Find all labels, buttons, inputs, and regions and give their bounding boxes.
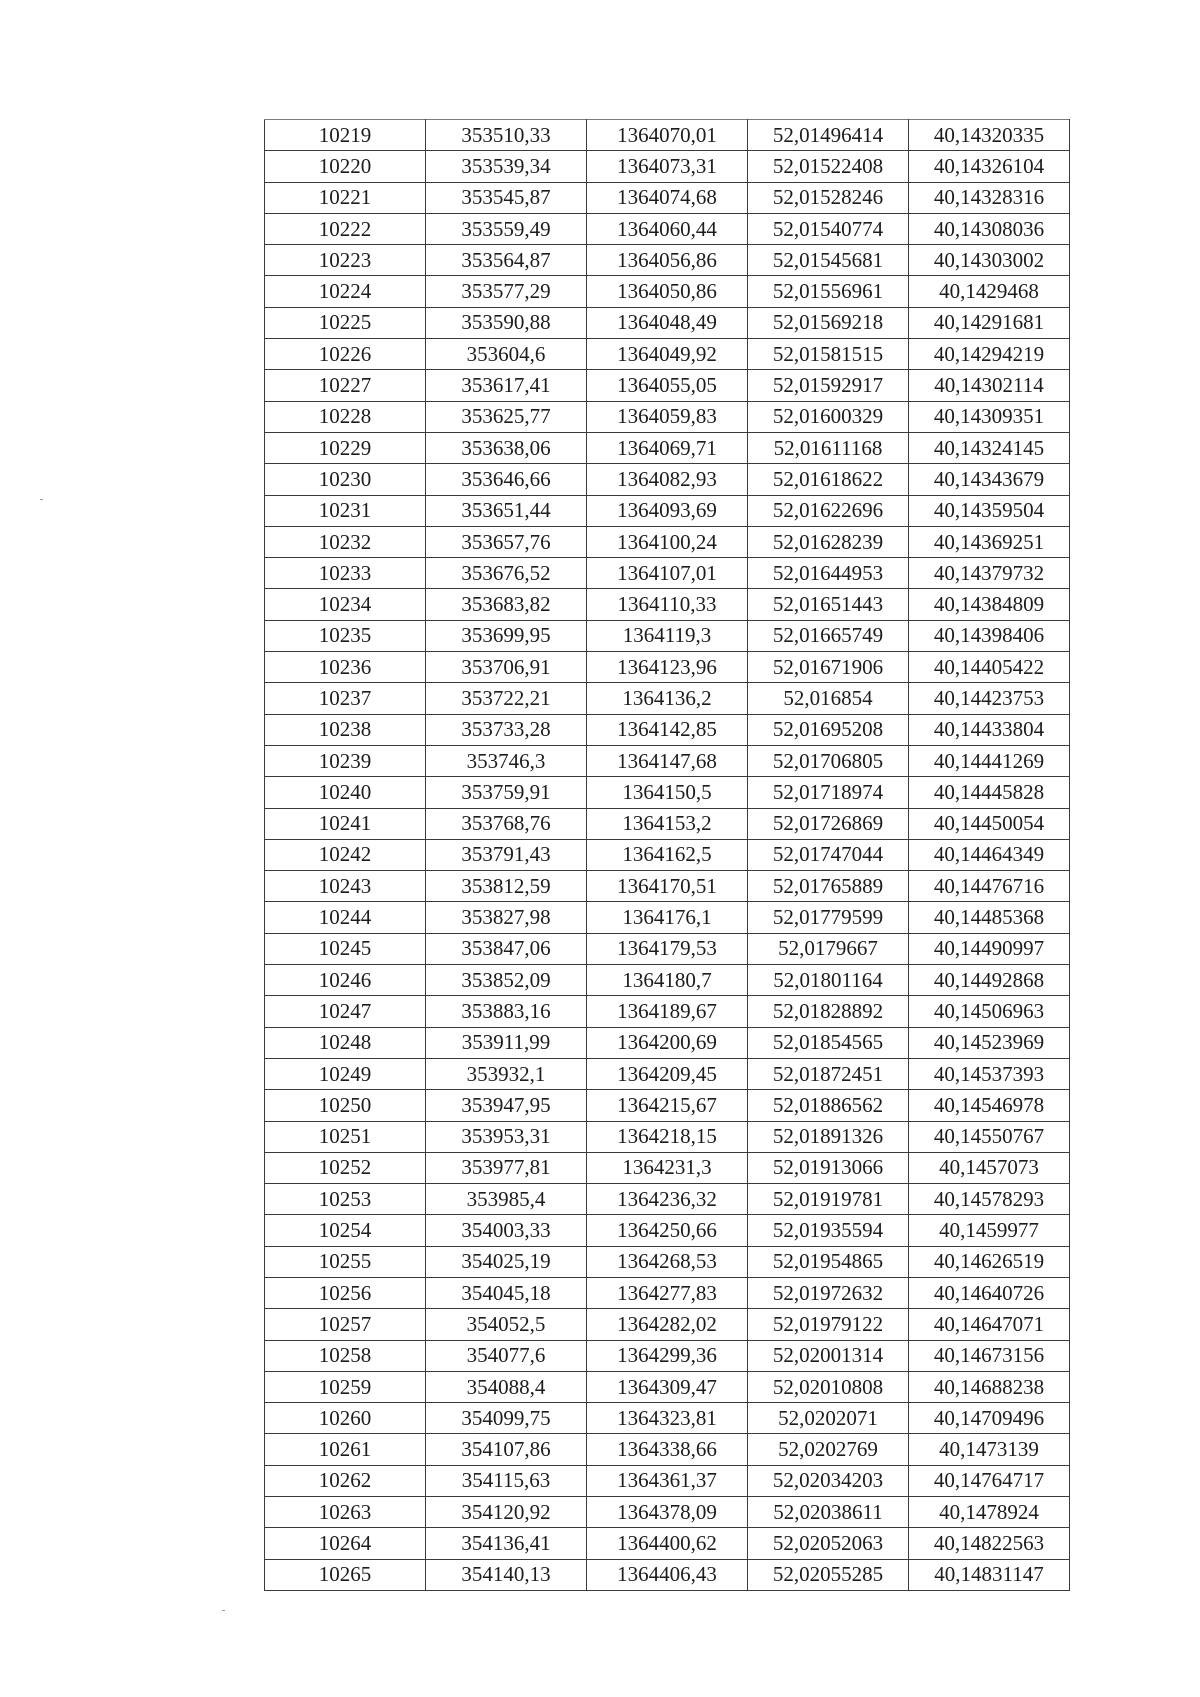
latitude-cell: 52,01545681 [748,245,909,276]
table-row [265,1559,1070,1590]
point-number-cell: 10248 [265,1027,426,1058]
point-number-cell: 10232 [265,526,426,557]
table-row [265,933,1070,964]
x-coordinate-cell: 353985,4 [426,1184,587,1215]
table-row [265,745,1070,776]
point-number-cell: 10228 [265,401,426,432]
latitude-cell: 52,02001314 [748,1340,909,1371]
table-row [265,1058,1070,1089]
x-coordinate-cell: 353545,87 [426,182,587,213]
table-row [265,1246,1070,1277]
table-row [265,965,1070,996]
latitude-cell: 52,01628239 [748,526,909,557]
latitude-cell: 52,01581515 [748,339,909,370]
x-coordinate-cell: 353559,49 [426,213,587,244]
y-coordinate-cell: 1364215,67 [587,1090,748,1121]
point-number-cell: 10256 [265,1277,426,1308]
table-row [265,495,1070,526]
latitude-cell: 52,02034203 [748,1465,909,1496]
x-coordinate-cell: 353722,21 [426,683,587,714]
x-coordinate-cell: 353683,82 [426,589,587,620]
table-row [265,526,1070,557]
latitude-cell: 52,01779599 [748,902,909,933]
point-number-cell: 10241 [265,808,426,839]
table-row [265,1027,1070,1058]
x-coordinate-cell: 354107,86 [426,1434,587,1465]
x-coordinate-cell: 353617,41 [426,370,587,401]
x-coordinate-cell: 353827,98 [426,902,587,933]
table-row [265,1371,1070,1402]
latitude-cell: 52,01747044 [748,839,909,870]
longitude-cell: 40,14673156 [909,1340,1070,1371]
table-row [265,589,1070,620]
table-row [265,714,1070,745]
x-coordinate-cell: 353699,95 [426,620,587,651]
y-coordinate-cell: 1364082,93 [587,464,748,495]
scan-speck [40,499,43,500]
x-coordinate-cell: 353911,99 [426,1027,587,1058]
longitude-cell: 40,14359504 [909,495,1070,526]
latitude-cell: 52,01618622 [748,464,909,495]
latitude-cell: 52,01600329 [748,401,909,432]
point-number-cell: 10243 [265,871,426,902]
latitude-cell: 52,01651443 [748,589,909,620]
point-number-cell: 10236 [265,652,426,683]
table-row [265,307,1070,338]
longitude-cell: 40,1459977 [909,1215,1070,1246]
x-coordinate-cell: 354025,19 [426,1246,587,1277]
point-number-cell: 10222 [265,213,426,244]
point-number-cell: 10247 [265,996,426,1027]
y-coordinate-cell: 1364236,32 [587,1184,748,1215]
x-coordinate-cell: 353638,06 [426,432,587,463]
longitude-cell: 40,14405422 [909,652,1070,683]
x-coordinate-cell: 354115,63 [426,1465,587,1496]
table-row [265,808,1070,839]
table-row [265,432,1070,463]
y-coordinate-cell: 1364189,67 [587,996,748,1027]
point-number-cell: 10259 [265,1371,426,1402]
y-coordinate-cell: 1364048,49 [587,307,748,338]
y-coordinate-cell: 1364268,53 [587,1246,748,1277]
point-number-cell: 10227 [265,370,426,401]
y-coordinate-cell: 1364153,2 [587,808,748,839]
longitude-cell: 40,14343679 [909,464,1070,495]
table-row [265,871,1070,902]
x-coordinate-cell: 354077,6 [426,1340,587,1371]
table-row [265,902,1070,933]
y-coordinate-cell: 1364309,47 [587,1371,748,1402]
point-number-cell: 10223 [265,245,426,276]
point-number-cell: 10258 [265,1340,426,1371]
point-number-cell: 10253 [265,1184,426,1215]
y-coordinate-cell: 1364200,69 [587,1027,748,1058]
x-coordinate-cell: 354052,5 [426,1309,587,1340]
longitude-cell: 40,14433804 [909,714,1070,745]
point-number-cell: 10233 [265,558,426,589]
longitude-cell: 40,14450054 [909,808,1070,839]
y-coordinate-cell: 1364400,62 [587,1528,748,1559]
longitude-cell: 40,14688238 [909,1371,1070,1402]
latitude-cell: 52,01611168 [748,432,909,463]
latitude-cell: 52,01872451 [748,1058,909,1089]
longitude-cell: 40,14476716 [909,871,1070,902]
latitude-cell: 52,01706805 [748,745,909,776]
longitude-cell: 40,14324145 [909,432,1070,463]
y-coordinate-cell: 1364050,86 [587,276,748,307]
point-number-cell: 10225 [265,307,426,338]
longitude-cell: 40,14308036 [909,213,1070,244]
longitude-cell: 40,14537393 [909,1058,1070,1089]
y-coordinate-cell: 1364119,3 [587,620,748,651]
longitude-cell: 40,14831147 [909,1559,1070,1590]
longitude-cell: 40,14369251 [909,526,1070,557]
latitude-cell: 52,02052063 [748,1528,909,1559]
point-number-cell: 10260 [265,1403,426,1434]
table-row [265,276,1070,307]
latitude-cell: 52,02010808 [748,1371,909,1402]
point-number-cell: 10252 [265,1152,426,1183]
longitude-cell: 40,14294219 [909,339,1070,370]
point-number-cell: 10249 [265,1058,426,1089]
x-coordinate-cell: 354045,18 [426,1277,587,1308]
longitude-cell: 40,14328316 [909,182,1070,213]
table-row [265,1215,1070,1246]
point-number-cell: 10226 [265,339,426,370]
longitude-cell: 40,14490997 [909,933,1070,964]
y-coordinate-cell: 1364180,7 [587,965,748,996]
y-coordinate-cell: 1364142,85 [587,714,748,745]
point-number-cell: 10237 [265,683,426,714]
y-coordinate-cell: 1364250,66 [587,1215,748,1246]
coordinates-table-body [265,120,1070,1591]
longitude-cell: 40,14291681 [909,307,1070,338]
y-coordinate-cell: 1364378,09 [587,1497,748,1528]
latitude-cell: 52,01718974 [748,777,909,808]
longitude-cell: 40,14441269 [909,745,1070,776]
point-number-cell: 10219 [265,120,426,151]
table-row [265,1465,1070,1496]
y-coordinate-cell: 1364170,51 [587,871,748,902]
longitude-cell: 40,14326104 [909,151,1070,182]
longitude-cell: 40,14709496 [909,1403,1070,1434]
longitude-cell: 40,14309351 [909,401,1070,432]
x-coordinate-cell: 354136,41 [426,1528,587,1559]
x-coordinate-cell: 353676,52 [426,558,587,589]
longitude-cell: 40,1473139 [909,1434,1070,1465]
y-coordinate-cell: 1364209,45 [587,1058,748,1089]
point-number-cell: 10255 [265,1246,426,1277]
point-number-cell: 10242 [265,839,426,870]
longitude-cell: 40,1457073 [909,1152,1070,1183]
y-coordinate-cell: 1364282,02 [587,1309,748,1340]
point-number-cell: 10264 [265,1528,426,1559]
table-row [265,182,1070,213]
longitude-cell: 40,14398406 [909,620,1070,651]
point-number-cell: 10240 [265,777,426,808]
point-number-cell: 10262 [265,1465,426,1496]
table-row [265,652,1070,683]
table-row [265,777,1070,808]
longitude-cell: 40,14320335 [909,120,1070,151]
y-coordinate-cell: 1364069,71 [587,432,748,463]
point-number-cell: 10231 [265,495,426,526]
latitude-cell: 52,01954865 [748,1246,909,1277]
latitude-cell: 52,01854565 [748,1027,909,1058]
y-coordinate-cell: 1364059,83 [587,401,748,432]
y-coordinate-cell: 1364107,01 [587,558,748,589]
point-number-cell: 10221 [265,182,426,213]
x-coordinate-cell: 354088,4 [426,1371,587,1402]
longitude-cell: 40,14303002 [909,245,1070,276]
x-coordinate-cell: 353847,06 [426,933,587,964]
latitude-cell: 52,01979122 [748,1309,909,1340]
table-row [265,839,1070,870]
latitude-cell: 52,02055285 [748,1559,909,1590]
table-row [265,245,1070,276]
table-row [265,1434,1070,1465]
y-coordinate-cell: 1364299,36 [587,1340,748,1371]
latitude-cell: 52,01556961 [748,276,909,307]
point-number-cell: 10261 [265,1434,426,1465]
latitude-cell: 52,01886562 [748,1090,909,1121]
y-coordinate-cell: 1364406,43 [587,1559,748,1590]
latitude-cell: 52,01522408 [748,151,909,182]
longitude-cell: 40,14492868 [909,965,1070,996]
x-coordinate-cell: 353706,91 [426,652,587,683]
latitude-cell: 52,01972632 [748,1277,909,1308]
table-row [265,151,1070,182]
y-coordinate-cell: 1364277,83 [587,1277,748,1308]
point-number-cell: 10246 [265,965,426,996]
x-coordinate-cell: 353625,77 [426,401,587,432]
x-coordinate-cell: 353651,44 [426,495,587,526]
y-coordinate-cell: 1364110,33 [587,589,748,620]
x-coordinate-cell: 353947,95 [426,1090,587,1121]
y-coordinate-cell: 1364056,86 [587,245,748,276]
latitude-cell: 52,01919781 [748,1184,909,1215]
y-coordinate-cell: 1364150,5 [587,777,748,808]
y-coordinate-cell: 1364100,24 [587,526,748,557]
latitude-cell: 52,01828892 [748,996,909,1027]
longitude-cell: 40,14485368 [909,902,1070,933]
point-number-cell: 10263 [265,1497,426,1528]
latitude-cell: 52,01801164 [748,965,909,996]
table-row [265,401,1070,432]
point-number-cell: 10251 [265,1121,426,1152]
y-coordinate-cell: 1364179,53 [587,933,748,964]
table-row [265,1528,1070,1559]
x-coordinate-cell: 353953,31 [426,1121,587,1152]
longitude-cell: 40,14640726 [909,1277,1070,1308]
longitude-cell: 40,14822563 [909,1528,1070,1559]
longitude-cell: 40,14550767 [909,1121,1070,1152]
table-row [265,370,1070,401]
y-coordinate-cell: 1364147,68 [587,745,748,776]
y-coordinate-cell: 1364060,44 [587,213,748,244]
latitude-cell: 52,0179667 [748,933,909,964]
latitude-cell: 52,01592917 [748,370,909,401]
scan-speck [222,1610,225,1611]
x-coordinate-cell: 353852,09 [426,965,587,996]
y-coordinate-cell: 1364338,66 [587,1434,748,1465]
x-coordinate-cell: 353733,28 [426,714,587,745]
y-coordinate-cell: 1364323,81 [587,1403,748,1434]
longitude-cell: 40,1478924 [909,1497,1070,1528]
table-row [265,1403,1070,1434]
y-coordinate-cell: 1364231,3 [587,1152,748,1183]
table-row [265,120,1070,151]
latitude-cell: 52,01913066 [748,1152,909,1183]
longitude-cell: 40,14578293 [909,1184,1070,1215]
latitude-cell: 52,016854 [748,683,909,714]
table-row [265,683,1070,714]
y-coordinate-cell: 1364162,5 [587,839,748,870]
longitude-cell: 40,1429468 [909,276,1070,307]
latitude-cell: 52,01891326 [748,1121,909,1152]
point-number-cell: 10265 [265,1559,426,1590]
x-coordinate-cell: 353768,76 [426,808,587,839]
latitude-cell: 52,01496414 [748,120,909,151]
x-coordinate-cell: 353812,59 [426,871,587,902]
longitude-cell: 40,14626519 [909,1246,1070,1277]
table-row [265,464,1070,495]
table-row [265,1497,1070,1528]
table-row [265,558,1070,589]
latitude-cell: 52,01726869 [748,808,909,839]
x-coordinate-cell: 353510,33 [426,120,587,151]
point-number-cell: 10239 [265,745,426,776]
x-coordinate-cell: 353539,34 [426,151,587,182]
table-row [265,1309,1070,1340]
latitude-cell: 52,01765889 [748,871,909,902]
y-coordinate-cell: 1364070,01 [587,120,748,151]
latitude-cell: 52,01671906 [748,652,909,683]
latitude-cell: 52,01935594 [748,1215,909,1246]
table-row [265,1121,1070,1152]
longitude-cell: 40,14423753 [909,683,1070,714]
table-row [265,1184,1070,1215]
y-coordinate-cell: 1364123,96 [587,652,748,683]
x-coordinate-cell: 353657,76 [426,526,587,557]
latitude-cell: 52,01695208 [748,714,909,745]
table-row [265,213,1070,244]
table-row [265,996,1070,1027]
x-coordinate-cell: 353977,81 [426,1152,587,1183]
y-coordinate-cell: 1364073,31 [587,151,748,182]
x-coordinate-cell: 354099,75 [426,1403,587,1434]
point-number-cell: 10245 [265,933,426,964]
point-number-cell: 10224 [265,276,426,307]
latitude-cell: 52,01540774 [748,213,909,244]
y-coordinate-cell: 1364055,05 [587,370,748,401]
table-row [265,339,1070,370]
x-coordinate-cell: 353883,16 [426,996,587,1027]
x-coordinate-cell: 353577,29 [426,276,587,307]
table-row [265,1090,1070,1121]
x-coordinate-cell: 353932,1 [426,1058,587,1089]
longitude-cell: 40,14379732 [909,558,1070,589]
y-coordinate-cell: 1364136,2 [587,683,748,714]
longitude-cell: 40,14384809 [909,589,1070,620]
x-coordinate-cell: 353604,6 [426,339,587,370]
x-coordinate-cell: 353746,3 [426,745,587,776]
coordinates-table [264,119,1070,1591]
point-number-cell: 10257 [265,1309,426,1340]
x-coordinate-cell: 354003,33 [426,1215,587,1246]
point-number-cell: 10250 [265,1090,426,1121]
x-coordinate-cell: 354140,13 [426,1559,587,1590]
y-coordinate-cell: 1364361,37 [587,1465,748,1496]
table-row [265,1152,1070,1183]
longitude-cell: 40,14546978 [909,1090,1070,1121]
point-number-cell: 10235 [265,620,426,651]
latitude-cell: 52,0202769 [748,1434,909,1465]
table-row [265,620,1070,651]
x-coordinate-cell: 353646,66 [426,464,587,495]
y-coordinate-cell: 1364176,1 [587,902,748,933]
x-coordinate-cell: 353564,87 [426,245,587,276]
longitude-cell: 40,14464349 [909,839,1070,870]
x-coordinate-cell: 353791,43 [426,839,587,870]
y-coordinate-cell: 1364049,92 [587,339,748,370]
point-number-cell: 10254 [265,1215,426,1246]
x-coordinate-cell: 353590,88 [426,307,587,338]
longitude-cell: 40,14302114 [909,370,1070,401]
longitude-cell: 40,14764717 [909,1465,1070,1496]
table-row [265,1277,1070,1308]
longitude-cell: 40,14506963 [909,996,1070,1027]
latitude-cell: 52,01644953 [748,558,909,589]
point-number-cell: 10244 [265,902,426,933]
latitude-cell: 52,01622696 [748,495,909,526]
x-coordinate-cell: 354120,92 [426,1497,587,1528]
latitude-cell: 52,01528246 [748,182,909,213]
point-number-cell: 10230 [265,464,426,495]
point-number-cell: 10220 [265,151,426,182]
point-number-cell: 10234 [265,589,426,620]
latitude-cell: 52,01665749 [748,620,909,651]
latitude-cell: 52,01569218 [748,307,909,338]
x-coordinate-cell: 353759,91 [426,777,587,808]
table-row [265,1340,1070,1371]
longitude-cell: 40,14445828 [909,777,1070,808]
longitude-cell: 40,14523969 [909,1027,1070,1058]
point-number-cell: 10229 [265,432,426,463]
y-coordinate-cell: 1364093,69 [587,495,748,526]
point-number-cell: 10238 [265,714,426,745]
latitude-cell: 52,02038611 [748,1497,909,1528]
y-coordinate-cell: 1364218,15 [587,1121,748,1152]
longitude-cell: 40,14647071 [909,1309,1070,1340]
latitude-cell: 52,0202071 [748,1403,909,1434]
y-coordinate-cell: 1364074,68 [587,182,748,213]
